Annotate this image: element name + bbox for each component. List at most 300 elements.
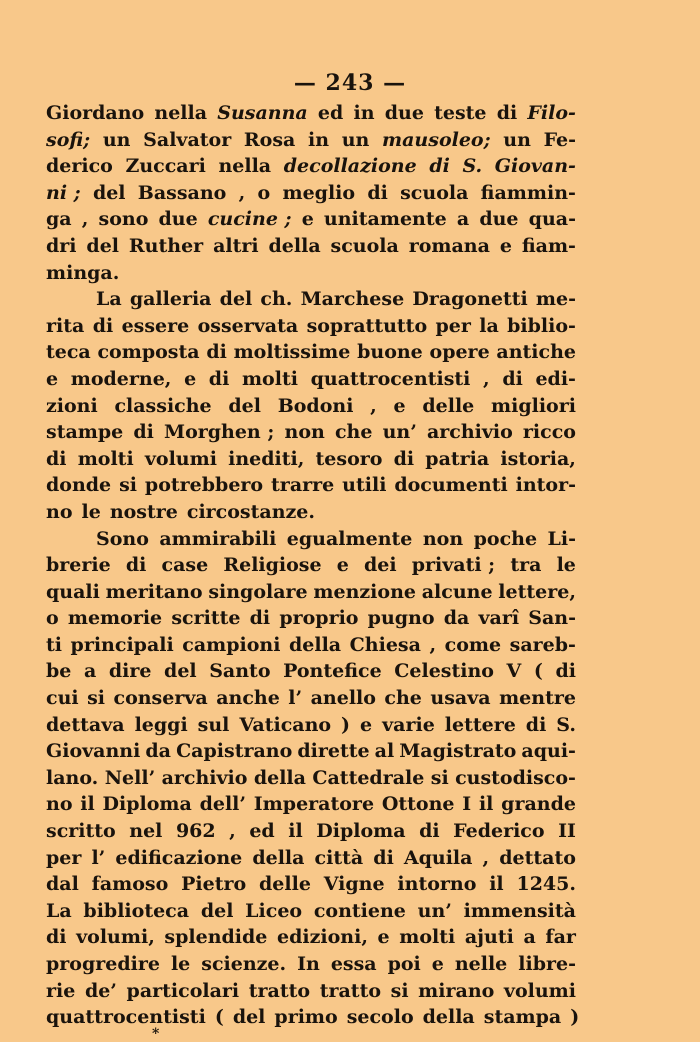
text-line: [46, 712, 576, 739]
word: non: [284, 421, 325, 444]
word: delle: [422, 394, 475, 417]
word: meglio: [282, 181, 356, 204]
word: del: [92, 181, 126, 204]
word: Imperatore: [253, 793, 375, 816]
word: dei: [363, 554, 397, 577]
word: Pietro: [181, 873, 247, 896]
word: o: [257, 181, 271, 204]
word: di: [419, 820, 440, 843]
word: lettere,: [498, 580, 576, 603]
word: ,: [81, 208, 89, 231]
word: e: [184, 367, 197, 390]
word: libre-: [518, 953, 576, 975]
word: due: [384, 102, 424, 124]
word: un: [341, 128, 370, 151]
paragraph: [46, 286, 576, 525]
word: da: [443, 607, 470, 630]
word: utili: [342, 474, 387, 497]
word: ,: [429, 633, 437, 656]
word: II: [558, 820, 576, 843]
word: Religiose: [223, 554, 322, 577]
word: varie: [382, 713, 435, 736]
word: anche: [216, 687, 280, 710]
word: e: [46, 367, 59, 390]
word: quattrocentisti: [46, 1006, 206, 1029]
word: dettato: [499, 846, 576, 869]
word: rie: [46, 979, 76, 1002]
word: quattrocentisti: [310, 367, 471, 390]
text-line: [46, 951, 576, 978]
word: le: [81, 500, 101, 523]
word: edi-: [535, 367, 576, 390]
word: patria: [425, 447, 490, 470]
word: le: [556, 554, 576, 577]
word: qua-: [528, 208, 576, 231]
word: nella: [218, 155, 272, 178]
word: progredire: [46, 953, 160, 975]
word: altri: [213, 234, 259, 257]
word: dirette: [297, 740, 370, 763]
text-line: [46, 978, 576, 1005]
word: della: [252, 846, 305, 869]
word: di: [133, 421, 154, 444]
word: dri: [46, 234, 77, 257]
word: menzione: [313, 580, 416, 603]
word: molti: [241, 367, 298, 390]
word: classiche: [114, 394, 212, 417]
word: ricco: [522, 421, 576, 444]
text-line: [46, 658, 576, 685]
word: di: [46, 447, 67, 470]
word: città: [314, 846, 364, 869]
word: del: [164, 660, 197, 683]
word: edificazione: [115, 846, 243, 869]
word: Dragonetti: [412, 288, 528, 311]
word: 1245.: [516, 873, 576, 896]
text-line: [46, 499, 576, 526]
word: edizioni,: [277, 926, 368, 949]
word: un’: [382, 421, 417, 444]
word: Salvator: [143, 128, 232, 151]
word: Morghen ;: [164, 421, 275, 444]
word: contiene: [313, 899, 406, 922]
word: ed: [317, 102, 344, 124]
word: ,: [483, 367, 490, 390]
word: be: [46, 660, 72, 683]
word: nostre: [109, 500, 178, 523]
word: nelle: [454, 953, 508, 975]
word: Diploma: [102, 793, 192, 816]
word: Ruther: [128, 234, 204, 257]
word: San-: [528, 607, 576, 630]
word: e: [499, 234, 512, 257]
word: case: [161, 554, 209, 577]
word: del: [232, 1006, 266, 1029]
word: si: [430, 766, 449, 789]
word: pugno: [367, 607, 435, 630]
word: lano.: [46, 766, 99, 789]
word: I: [462, 793, 472, 816]
word: anello: [310, 687, 376, 710]
word: documenti: [394, 474, 508, 497]
word: circostanze.: [186, 500, 316, 523]
word: grande: [501, 793, 576, 816]
word: si: [87, 687, 106, 710]
word: In: [297, 953, 320, 975]
word: di: [525, 713, 547, 736]
word: ajuti: [464, 926, 514, 949]
word: Nell’: [104, 766, 156, 789]
word: le: [170, 953, 191, 975]
word: de’: [84, 979, 117, 1002]
word: volumi,: [76, 926, 155, 949]
word: Filo-: [527, 102, 576, 124]
text-line: [46, 685, 576, 712]
text-line: [46, 127, 576, 154]
word: Giovan-: [494, 155, 576, 178]
word: di: [393, 447, 415, 470]
word: ch.: [260, 288, 293, 311]
word: archivio: [161, 766, 248, 789]
word: potrebbero: [144, 474, 264, 497]
word: mausoleo;: [382, 128, 491, 151]
word: La: [96, 288, 122, 311]
word: donde: [46, 474, 112, 497]
text-line: [46, 924, 576, 951]
word: Celestino: [394, 660, 494, 683]
word: ammirabili: [159, 527, 277, 550]
page-number: — 243 —: [293, 70, 407, 96]
word: tratto: [248, 979, 311, 1002]
word: tratto: [319, 979, 382, 1002]
word: di: [46, 926, 67, 949]
word: (: [533, 660, 543, 683]
word: moderne,: [70, 367, 172, 390]
word: in: [308, 128, 330, 151]
word: (: [214, 1006, 224, 1029]
text-line: [46, 845, 576, 872]
signature-mark: *: [152, 1026, 160, 1042]
word: biblio-: [507, 314, 576, 337]
word: trarre: [271, 474, 335, 497]
word: Vaticano: [239, 713, 332, 736]
word: dettava: [46, 713, 125, 736]
word: del: [86, 234, 119, 257]
word: scuola: [400, 181, 469, 204]
word: il: [478, 793, 494, 816]
word: essa: [330, 953, 377, 975]
word: di: [496, 102, 518, 124]
text-line: [46, 1004, 580, 1031]
word: il: [80, 793, 95, 816]
word: Cattedrale: [312, 766, 425, 789]
text-line: [46, 260, 576, 287]
text-line: [46, 526, 576, 553]
text-line: [46, 419, 576, 446]
word: di: [555, 660, 576, 683]
word: di: [367, 181, 388, 204]
body-text: [46, 100, 580, 1031]
word: scuola: [330, 234, 399, 257]
word: leggi: [134, 713, 188, 736]
word: Rosa: [243, 128, 296, 151]
word: Bassano: [137, 181, 227, 204]
word: sareb-: [509, 633, 576, 656]
word: scritte: [171, 607, 241, 630]
text-line: [46, 233, 576, 260]
word: molti: [399, 926, 456, 949]
word: per: [46, 846, 82, 869]
text-line: [46, 871, 576, 898]
paragraph: [46, 526, 580, 1031]
word: che: [334, 421, 373, 444]
word: composta: [97, 341, 200, 364]
word: no: [46, 793, 73, 816]
word: dire: [108, 660, 152, 683]
word: aqui-: [521, 740, 576, 763]
word: stampe: [46, 421, 124, 444]
word: nella: [154, 102, 208, 124]
text-line: [46, 791, 576, 818]
word: volumi: [144, 447, 217, 470]
word: Sono: [96, 527, 149, 550]
word: primo: [274, 1006, 338, 1029]
text-line: [46, 605, 576, 632]
word: alcune: [421, 580, 493, 603]
word: si: [390, 979, 409, 1002]
word: proprio: [279, 607, 359, 630]
text-line: [46, 898, 576, 925]
word: Liceo: [245, 899, 303, 922]
word: fiammin-: [480, 181, 576, 204]
word: in: [353, 102, 375, 124]
word: ): [341, 713, 351, 736]
word: tra: [510, 554, 542, 577]
word: nel: [129, 820, 163, 843]
word: immensità: [463, 899, 576, 922]
word: ed: [249, 820, 275, 843]
word: no: [46, 500, 73, 523]
word: e: [360, 713, 373, 736]
word: a: [523, 926, 536, 949]
word: mentre: [499, 687, 576, 710]
word: l’: [91, 846, 106, 869]
text-line: [46, 313, 576, 340]
word: Zuccari: [125, 155, 206, 178]
word: splendide: [164, 926, 268, 949]
word: la: [479, 314, 499, 337]
text-line: [46, 765, 576, 792]
word: soprattutto: [306, 314, 428, 337]
text-line: [46, 286, 576, 313]
text-line: [46, 446, 576, 473]
word: S.: [556, 713, 576, 736]
word: me-: [535, 288, 576, 311]
text-line: [46, 153, 576, 180]
word: un: [102, 128, 131, 151]
word: Giovanni: [46, 740, 141, 763]
word: lettere: [444, 713, 516, 736]
word: ,: [238, 181, 246, 204]
word: di: [92, 314, 114, 337]
word: poi: [387, 953, 421, 975]
word: Federico: [453, 820, 545, 843]
word: minga.: [46, 261, 120, 284]
word: sul: [197, 713, 230, 736]
word: zioni: [46, 394, 98, 417]
word: brerie: [46, 554, 111, 577]
word: antiche: [496, 341, 576, 364]
word: derico: [46, 155, 113, 178]
word: principali: [70, 633, 174, 656]
word: Vigne: [323, 873, 385, 896]
word: intorno: [397, 873, 477, 896]
word: da: [145, 740, 171, 763]
word: a: [83, 660, 97, 683]
word: molti: [77, 447, 134, 470]
word: Li-: [547, 527, 576, 550]
word: di: [249, 607, 271, 630]
word: scienze.: [201, 953, 287, 975]
word: teca: [46, 341, 91, 364]
word: far: [545, 926, 576, 949]
text-line: [46, 579, 576, 606]
word: egualmente: [286, 527, 413, 550]
word: decollazione: [283, 155, 417, 178]
word: e: [301, 208, 314, 231]
text-line: [46, 632, 576, 659]
word: memorie: [67, 607, 163, 630]
word: di: [429, 155, 450, 178]
word: di: [125, 554, 147, 577]
word: stampa: [483, 1006, 562, 1029]
word: cui: [46, 687, 79, 710]
text-line: [46, 552, 576, 579]
word: sofi;: [46, 128, 91, 151]
word: della: [422, 1006, 475, 1029]
text-line: [46, 100, 576, 127]
word: rita: [46, 314, 85, 337]
word: della: [289, 633, 342, 656]
word: poche: [473, 527, 538, 550]
word: archivio: [426, 421, 513, 444]
word: buone: [357, 341, 423, 364]
text-line: [46, 339, 576, 366]
word: opere: [429, 341, 490, 364]
word: intor-: [515, 474, 576, 497]
word: unitamente: [323, 208, 447, 231]
word: biblioteca: [83, 899, 190, 922]
word: ni ;: [46, 181, 81, 204]
word: di: [206, 341, 227, 364]
word: romana: [408, 234, 490, 257]
word: Santo: [209, 660, 271, 683]
word: di: [502, 367, 523, 390]
word: tesoro: [315, 447, 383, 470]
word: Bodoni: [277, 394, 354, 417]
word: fiam-: [521, 234, 576, 257]
word: La: [46, 899, 72, 922]
word: Aquila: [403, 846, 473, 869]
word: non: [422, 527, 464, 550]
word: Diploma: [316, 820, 406, 843]
word: di: [208, 367, 230, 390]
word: che: [384, 687, 422, 710]
word: cucine ;: [207, 208, 292, 231]
word: dal: [46, 873, 79, 896]
word: V: [506, 660, 522, 683]
word: famoso: [91, 873, 169, 896]
word: custodisco-: [455, 766, 576, 789]
word: galleria: [129, 288, 212, 311]
word: di: [373, 846, 394, 869]
word: usava: [430, 687, 491, 710]
word: del: [228, 394, 261, 417]
word: e: [431, 953, 444, 975]
word: o: [46, 607, 59, 630]
text-line: [46, 738, 576, 765]
word: moltissime: [233, 341, 351, 364]
word: Chiesa: [349, 633, 421, 656]
word: a: [456, 208, 470, 231]
word: 962: [175, 820, 216, 843]
text-line: [46, 206, 576, 233]
word: e: [336, 554, 349, 577]
text-line: [46, 818, 576, 845]
word: due: [479, 208, 519, 231]
word: essere: [121, 314, 190, 337]
word: Susanna: [217, 102, 308, 124]
text-line: [46, 393, 576, 420]
word: al: [374, 740, 395, 763]
word: delle: [259, 873, 311, 896]
word: il: [489, 873, 504, 896]
word: Pontefice: [283, 660, 382, 683]
word: ,: [370, 394, 377, 417]
word: e: [377, 926, 390, 949]
word: migliori: [491, 394, 576, 417]
word: ): [570, 1006, 580, 1029]
word: del: [219, 288, 253, 311]
word: teste: [434, 102, 487, 124]
word: privati ;: [411, 554, 496, 577]
word: per: [435, 314, 471, 337]
text-line: [46, 472, 576, 499]
word: S.: [462, 155, 483, 178]
word: e: [393, 394, 406, 417]
word: varî: [478, 607, 520, 630]
word: scritto: [46, 820, 116, 843]
word: ,: [482, 846, 490, 869]
word: due: [158, 208, 198, 231]
word: ti: [46, 633, 62, 656]
word: particolari: [126, 979, 240, 1002]
word: della: [253, 766, 306, 789]
word: sono: [98, 208, 149, 231]
text-line: [46, 180, 576, 207]
word: osservata: [197, 314, 299, 337]
word: come: [444, 633, 502, 656]
word: della: [268, 234, 321, 257]
word: quali: [46, 580, 100, 603]
word: inediti,: [228, 447, 305, 470]
word: ,: [229, 820, 236, 843]
word: volumi: [503, 979, 576, 1002]
word: l’: [288, 687, 303, 710]
word: Giordano: [46, 102, 145, 124]
word: singolare: [208, 580, 308, 603]
text-line: [46, 366, 576, 393]
